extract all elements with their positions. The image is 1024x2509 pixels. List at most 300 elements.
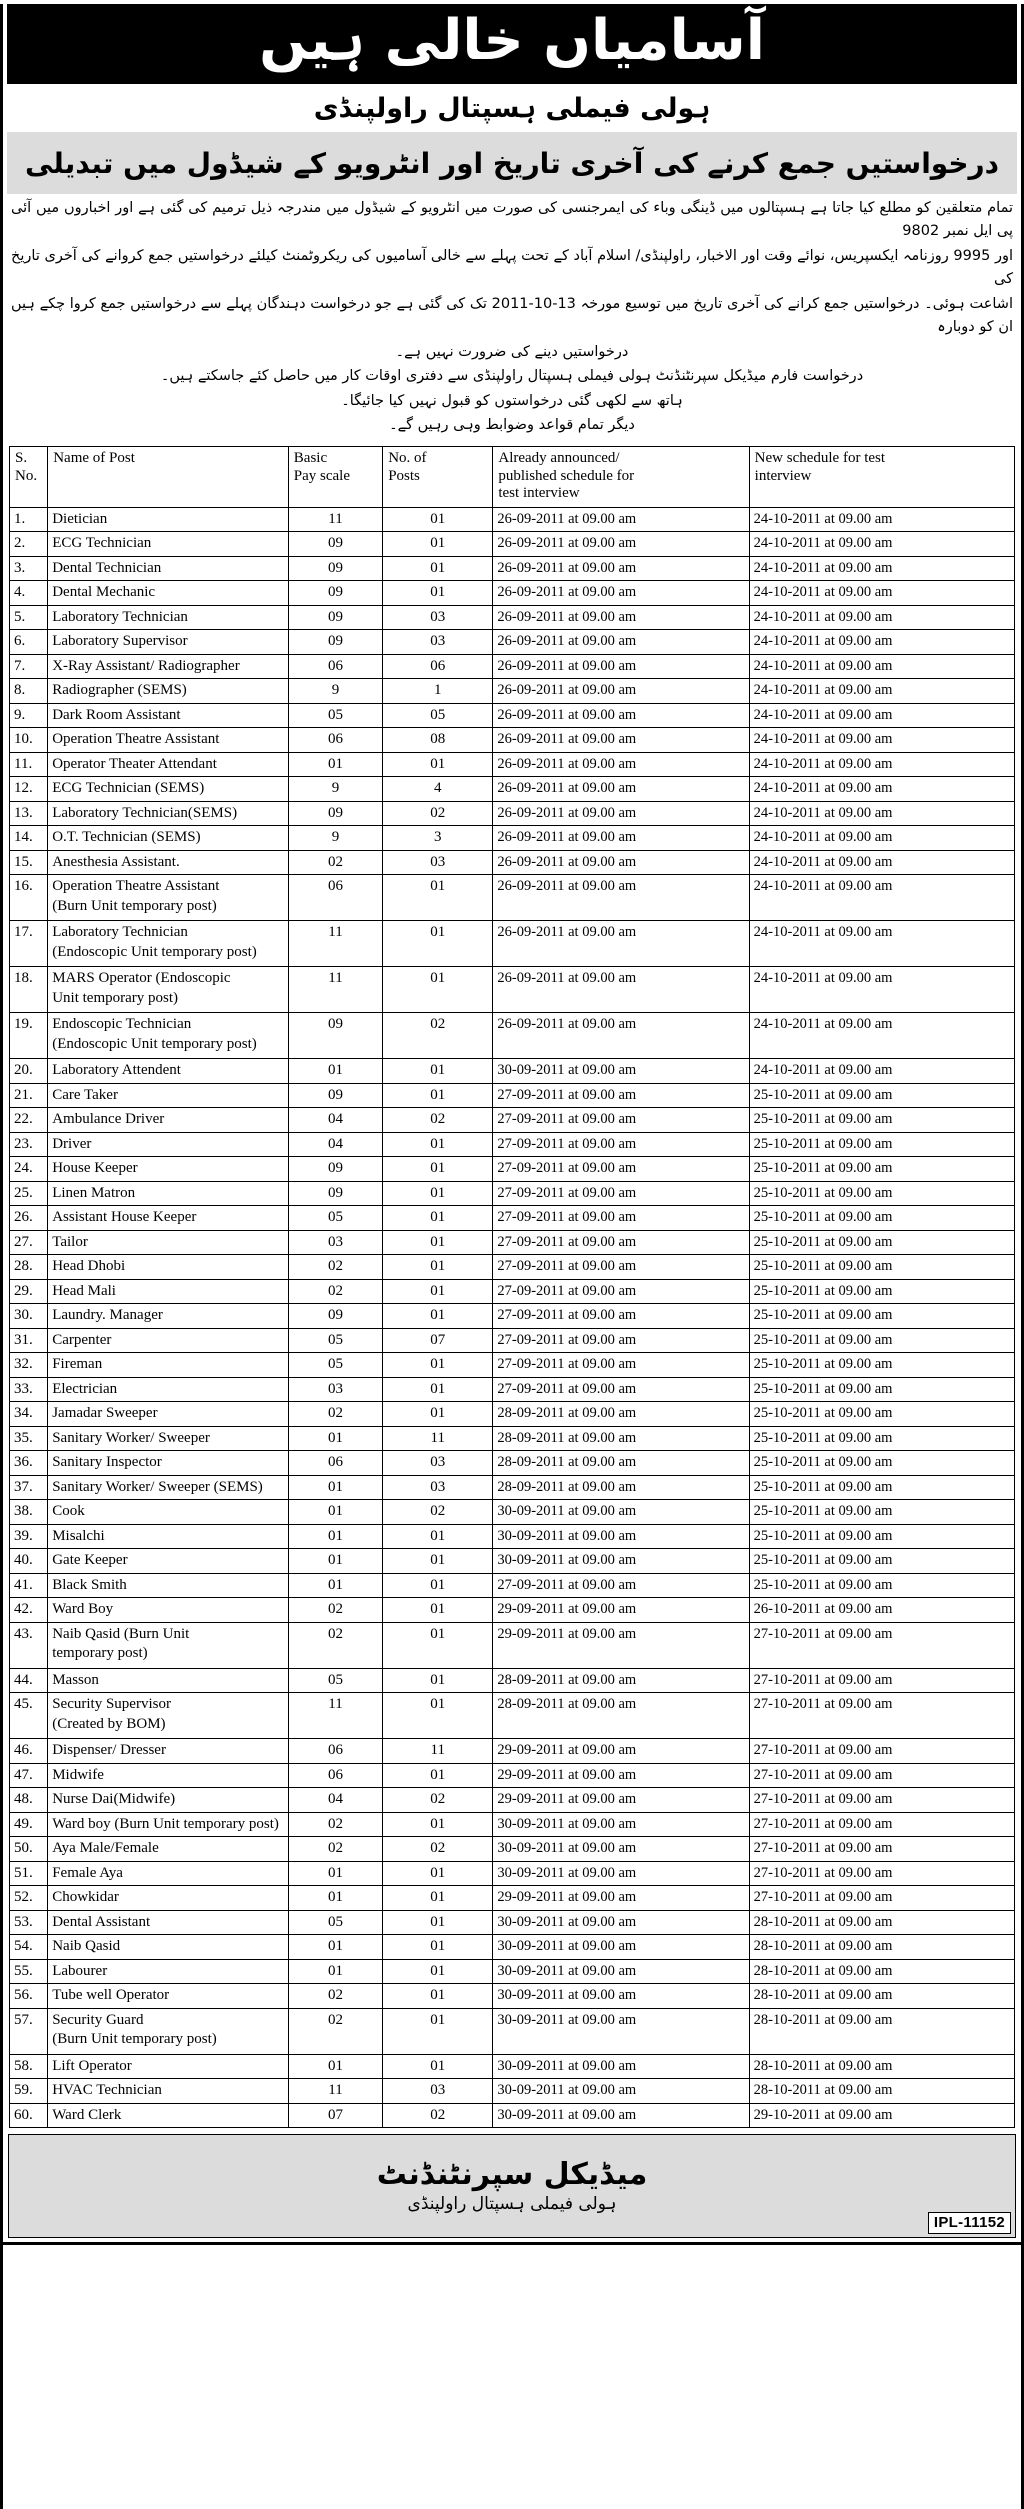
cell-serial-number: 43. [10,1622,48,1668]
table-row [10,1935,1015,1960]
cell-post-name [48,630,289,655]
cell-serial-number: 55. [10,1959,48,1984]
notice-paragraph-1: تمام متعلقین کو مطلع کیا جاتا ہے ہسپتالوں میں ڈینگی وباء کی ایمرجنسی کی صورت میں انٹرویو کے شیڈول میں مندرجہ ذیل ترمیم کی گئی ہے اور اخباروں میں آئی پی ایل نمبر 9802 [11,200,1013,240]
main-title-band [7,4,1017,84]
cell-new-schedule: 25-10-2011 at 09.00 am [749,1475,1014,1500]
post-name-line-2: temporary post) [52,1645,148,1662]
cell-basic-pay-scale: 02 [288,1255,382,1280]
cell-serial-number: 25. [10,1181,48,1206]
cell-post-name [48,1959,289,1984]
cell-old-schedule: 26-09-2011 at 09.00 am [493,532,749,557]
table-row [10,703,1015,728]
post-name-line-1: Misalchi [52,1527,105,1544]
cell-old-schedule: 30-09-2011 at 09.00 am [493,1812,749,1837]
cell-basic-pay-scale: 09 [288,630,382,655]
cell-old-schedule: 26-09-2011 at 09.00 am [493,752,749,777]
table-row [10,777,1015,802]
cell-new-schedule: 28-10-2011 at 09.00 am [749,2008,1014,2054]
cell-post-name [48,1353,289,1378]
cell-serial-number: 54. [10,1935,48,1960]
table-row [10,1524,1015,1549]
cell-serial-number: 14. [10,826,48,851]
table-row [10,967,1015,1013]
post-name-line-1: Care Taker [52,1086,118,1103]
cell-serial-number: 7. [10,654,48,679]
cell-new-schedule: 25-10-2011 at 09.00 am [749,1255,1014,1280]
cell-basic-pay-scale: 05 [288,1328,382,1353]
cell-new-schedule: 24-10-2011 at 09.00 am [749,679,1014,704]
cell-serial-number: 37. [10,1475,48,1500]
cell-basic-pay-scale: 06 [288,728,382,753]
cell-number-of-posts: 01 [383,1984,493,2009]
cell-basic-pay-scale: 09 [288,1304,382,1329]
cell-basic-pay-scale: 11 [288,507,382,532]
cell-number-of-posts: 02 [383,1108,493,1133]
cell-post-name [48,1763,289,1788]
table-row [10,532,1015,557]
cell-old-schedule: 28-09-2011 at 09.00 am [493,1451,749,1476]
table-row [10,1451,1015,1476]
cell-serial-number: 46. [10,1739,48,1764]
cell-number-of-posts: 01 [383,1230,493,1255]
cell-new-schedule: 25-10-2011 at 09.00 am [749,1549,1014,1574]
header-line-1: No. of [388,449,427,466]
cell-number-of-posts: 01 [383,581,493,606]
post-name-line-1: Naib Qasid [52,1938,121,1955]
cell-basic-pay-scale: 01 [288,1475,382,1500]
table-row [10,850,1015,875]
post-name-line-1: HVAC Technician [52,2082,162,2099]
table-row [10,1304,1015,1329]
cell-post-name [48,1377,289,1402]
cell-post-name [48,1598,289,1623]
post-name-line-1: Midwife [52,1766,104,1783]
table-row [10,1788,1015,1813]
cell-basic-pay-scale: 09 [288,1157,382,1182]
post-name-line-1: Endoscopic Technician [52,1016,192,1033]
table-row [10,1377,1015,1402]
cell-basic-pay-scale: 05 [288,1206,382,1231]
cell-old-schedule: 26-09-2011 at 09.00 am [493,654,749,679]
cell-post-name [48,1910,289,1935]
cell-number-of-posts: 05 [383,703,493,728]
cell-new-schedule: 27-10-2011 at 09.00 am [749,1763,1014,1788]
cell-old-schedule: 29-09-2011 at 09.00 am [493,1598,749,1623]
cell-old-schedule: 27-09-2011 at 09.00 am [493,1108,749,1133]
cell-new-schedule: 25-10-2011 at 09.00 am [749,1304,1014,1329]
cell-post-name [48,1451,289,1476]
cell-serial-number: 21. [10,1083,48,1108]
post-name-line-1: Dark Room Assistant [52,706,181,723]
post-name-line-1: Sanitary Inspector [52,1454,162,1471]
cell-basic-pay-scale: 09 [288,532,382,557]
cell-new-schedule: 25-10-2011 at 09.00 am [749,1328,1014,1353]
cell-post-name [48,1549,289,1574]
cell-post-name [48,777,289,802]
cell-new-schedule: 27-10-2011 at 09.00 am [749,1861,1014,1886]
post-name-line-1: Dispenser/ Dresser [52,1742,166,1759]
cell-number-of-posts: 01 [383,1402,493,1427]
post-name-line-1: Radiographer (SEMS) [52,682,187,699]
cell-number-of-posts: 01 [383,2054,493,2079]
cell-number-of-posts: 02 [383,801,493,826]
cell-old-schedule: 30-09-2011 at 09.00 am [493,1861,749,1886]
post-name-line-1: Dental Mechanic [52,584,156,601]
cell-new-schedule: 24-10-2011 at 09.00 am [749,556,1014,581]
cell-new-schedule: 24-10-2011 at 09.00 am [749,826,1014,851]
header-line-2: published schedule for [498,467,635,484]
cell-old-schedule: 26-09-2011 at 09.00 am [493,556,749,581]
cell-old-schedule: 26-09-2011 at 09.00 am [493,875,749,921]
post-name-line-1: Masson [52,1671,99,1688]
cell-new-schedule: 24-10-2011 at 09.00 am [749,507,1014,532]
cell-post-name [48,1426,289,1451]
table-row [10,1402,1015,1427]
cell-number-of-posts: 3 [383,826,493,851]
post-name-line-1: Linen Matron [52,1184,136,1201]
post-name-line-1: Laboratory Supervisor [52,633,188,650]
post-name-line-1: Electrician [52,1380,118,1397]
cell-new-schedule: 25-10-2011 at 09.00 am [749,1181,1014,1206]
header-line-3: test interview [498,485,580,502]
cell-old-schedule: 28-09-2011 at 09.00 am [493,1668,749,1693]
notice-paragraph-6: ہاتھ سے لکھی گئی درخواستوں کو قبول نہیں کیا جائیگا۔ [341,392,683,409]
cell-old-schedule: 29-09-2011 at 09.00 am [493,1763,749,1788]
post-name-line-1: Ambulance Driver [52,1111,165,1128]
posts-table-container [9,446,1015,2129]
cell-serial-number: 24. [10,1157,48,1182]
cell-old-schedule: 27-09-2011 at 09.00 am [493,1304,749,1329]
cell-new-schedule: 24-10-2011 at 09.00 am [749,728,1014,753]
post-name-line-1: Labourer [52,1962,108,1979]
cell-post-name [48,679,289,704]
notice-paragraph-3: اشاعت ہوئی۔ درخواستیں جمع کرانے کی آخری تاریخ میں توسیع مورخہ 13-10-2011 تک کی گئی ہے جو درخواست دہندگان پہلے سے درخواستیں جمع کروا چکے ہیں ان کو دوبارہ [11,295,1013,336]
cell-old-schedule: 30-09-2011 at 09.00 am [493,1837,749,1862]
cell-basic-pay-scale: 11 [288,2079,382,2104]
table-row [10,1861,1015,1886]
table-row [10,1668,1015,1693]
cell-number-of-posts: 01 [383,556,493,581]
cell-serial-number: 42. [10,1598,48,1623]
cell-old-schedule: 27-09-2011 at 09.00 am [493,1255,749,1280]
post-name-line-1: Assistant House Keeper [52,1209,197,1226]
cell-basic-pay-scale: 03 [288,1230,382,1255]
cell-serial-number: 23. [10,1132,48,1157]
cell-number-of-posts: 01 [383,1059,493,1084]
cell-old-schedule: 27-09-2011 at 09.00 am [493,1230,749,1255]
cell-number-of-posts: 01 [383,967,493,1013]
cell-post-name [48,826,289,851]
cell-basic-pay-scale: 02 [288,1984,382,2009]
cell-new-schedule: 25-10-2011 at 09.00 am [749,1230,1014,1255]
table-row [10,1328,1015,1353]
post-name-line-1: Lift Operator [52,2057,132,2074]
cell-old-schedule: 29-09-2011 at 09.00 am [493,1622,749,1668]
cell-basic-pay-scale: 04 [288,1132,382,1157]
cell-number-of-posts: 03 [383,2079,493,2104]
cell-serial-number: 22. [10,1108,48,1133]
cell-new-schedule: 27-10-2011 at 09.00 am [749,1622,1014,1668]
cell-post-name [48,1788,289,1813]
table-row [10,1549,1015,1574]
cell-post-name [48,1157,289,1182]
table-row [10,1573,1015,1598]
post-name-line-1: Jamadar Sweeper [52,1405,158,1422]
cell-post-name [48,703,289,728]
cell-basic-pay-scale: 05 [288,1910,382,1935]
table-row [10,1837,1015,1862]
cell-old-schedule: 26-09-2011 at 09.00 am [493,921,749,967]
cell-serial-number: 3. [10,556,48,581]
cell-basic-pay-scale: 04 [288,1788,382,1813]
cell-number-of-posts: 01 [383,1622,493,1668]
cell-new-schedule: 27-10-2011 at 09.00 am [749,1693,1014,1739]
cell-serial-number: 56. [10,1984,48,2009]
table-row [10,2054,1015,2079]
cell-old-schedule: 26-09-2011 at 09.00 am [493,967,749,1013]
cell-serial-number: 57. [10,2008,48,2054]
cell-number-of-posts: 01 [383,1910,493,1935]
cell-old-schedule: 27-09-2011 at 09.00 am [493,1377,749,1402]
cell-number-of-posts: 01 [383,1598,493,1623]
cell-basic-pay-scale: 06 [288,875,382,921]
cell-number-of-posts: 03 [383,630,493,655]
cell-old-schedule: 26-09-2011 at 09.00 am [493,826,749,851]
cell-old-schedule: 30-09-2011 at 09.00 am [493,1959,749,1984]
table-row [10,1886,1015,1911]
post-name-line-1: ECG Technician [52,535,152,552]
cell-old-schedule: 26-09-2011 at 09.00 am [493,679,749,704]
cell-new-schedule: 28-10-2011 at 09.00 am [749,1959,1014,1984]
cell-number-of-posts: 01 [383,1549,493,1574]
cell-post-name [48,2054,289,2079]
cell-number-of-posts: 01 [383,875,493,921]
cell-serial-number: 27. [10,1230,48,1255]
cell-basic-pay-scale: 01 [288,1524,382,1549]
cell-serial-number: 13. [10,801,48,826]
cell-basic-pay-scale: 06 [288,1739,382,1764]
cell-basic-pay-scale: 02 [288,1402,382,1427]
post-name-line-1: Sanitary Worker/ Sweeper (SEMS) [52,1478,263,1495]
header-line-1: S. [15,449,28,466]
cell-old-schedule: 30-09-2011 at 09.00 am [493,2054,749,2079]
cell-new-schedule: 25-10-2011 at 09.00 am [749,1206,1014,1231]
cell-post-name [48,1573,289,1598]
cell-number-of-posts: 01 [383,532,493,557]
table-row [10,1475,1015,1500]
cell-number-of-posts: 01 [383,1886,493,1911]
cell-number-of-posts: 03 [383,605,493,630]
cell-serial-number: 50. [10,1837,48,1862]
cell-new-schedule: 24-10-2011 at 09.00 am [749,850,1014,875]
cell-post-name [48,1693,289,1739]
cell-old-schedule: 26-09-2011 at 09.00 am [493,728,749,753]
cell-serial-number: 15. [10,850,48,875]
cell-basic-pay-scale: 9 [288,826,382,851]
cell-post-name [48,1475,289,1500]
table-row [10,728,1015,753]
cell-post-name [48,1837,289,1862]
cell-old-schedule: 26-09-2011 at 09.00 am [493,801,749,826]
post-name-line-1: Dietician [52,510,108,527]
post-name-line-1: MARS Operator (Endoscopic [52,970,231,987]
subtitle-band [7,132,1017,194]
cell-post-name [48,1500,289,1525]
cell-old-schedule: 30-09-2011 at 09.00 am [493,1549,749,1574]
cell-number-of-posts: 01 [383,507,493,532]
cell-post-name [48,556,289,581]
post-name-line-1: Operation Theatre Assistant [52,731,220,748]
cell-post-name [48,1083,289,1108]
cell-post-name [48,1304,289,1329]
cell-number-of-posts: 01 [383,1693,493,1739]
cell-number-of-posts: 01 [383,1935,493,1960]
cell-serial-number: 10. [10,728,48,753]
cell-number-of-posts: 01 [383,1304,493,1329]
table-row [10,1108,1015,1133]
cell-new-schedule: 24-10-2011 at 09.00 am [749,1059,1014,1084]
table-row [10,1255,1015,1280]
cell-post-name [48,728,289,753]
cell-old-schedule: 27-09-2011 at 09.00 am [493,1573,749,1598]
cell-post-name [48,1935,289,1960]
cell-number-of-posts: 01 [383,1353,493,1378]
cell-new-schedule: 24-10-2011 at 09.00 am [749,581,1014,606]
cell-basic-pay-scale: 01 [288,2054,382,2079]
table-row [10,1812,1015,1837]
cell-number-of-posts: 01 [383,1812,493,1837]
cell-number-of-posts: 01 [383,2008,493,2054]
cell-basic-pay-scale: 02 [288,1279,382,1304]
cell-serial-number: 11. [10,752,48,777]
cell-new-schedule: 25-10-2011 at 09.00 am [749,1157,1014,1182]
table-row [10,1353,1015,1378]
table-header-row [10,446,1015,507]
cell-post-name [48,654,289,679]
header-line-2: Pay scale [293,467,351,484]
cell-new-schedule: 27-10-2011 at 09.00 am [749,1837,1014,1862]
cell-serial-number: 1. [10,507,48,532]
notice-paragraph-5: درخواست فارم میڈیکل سپرنٹنڈنٹ ہولی فیملی ہسپتال راولپنڈی سے دفتری اوقات کار میں حاصل کئے جاسکتے ہیں۔ [160,368,864,385]
cell-basic-pay-scale: 04 [288,1108,382,1133]
cell-basic-pay-scale: 01 [288,1549,382,1574]
table-row [10,630,1015,655]
cell-serial-number: 5. [10,605,48,630]
header-line-1: Basic [293,449,328,466]
cell-new-schedule: 24-10-2011 at 09.00 am [749,801,1014,826]
post-name-line-1: Cook [52,1503,85,1520]
cell-old-schedule: 26-09-2011 at 09.00 am [493,581,749,606]
main-title-text: آسامیاں خالی ہیں [259,8,765,73]
cell-post-name [48,1984,289,2009]
cell-number-of-posts: 01 [383,1763,493,1788]
cell-basic-pay-scale: 11 [288,921,382,967]
cell-serial-number: 32. [10,1353,48,1378]
cell-post-name [48,967,289,1013]
column-header-serial-number [10,446,48,507]
cell-number-of-posts: 1 [383,679,493,704]
cell-serial-number: 30. [10,1304,48,1329]
post-name-line-2: Unit temporary post) [52,989,179,1006]
post-name-line-1: Head Dhobi [52,1258,126,1275]
cell-old-schedule: 27-09-2011 at 09.00 am [493,1083,749,1108]
table-row [10,1206,1015,1231]
table-row [10,875,1015,921]
cell-new-schedule: 25-10-2011 at 09.00 am [749,1500,1014,1525]
post-name-line-1: Laboratory Technician [52,924,188,941]
cell-old-schedule: 28-09-2011 at 09.00 am [493,1426,749,1451]
cell-serial-number: 12. [10,777,48,802]
cell-old-schedule: 27-09-2011 at 09.00 am [493,1353,749,1378]
cell-old-schedule: 29-09-2011 at 09.00 am [493,1788,749,1813]
cell-number-of-posts: 11 [383,1739,493,1764]
cell-basic-pay-scale: 05 [288,703,382,728]
table-row [10,1279,1015,1304]
cell-post-name [48,1279,289,1304]
post-name-line-1: Laboratory Attendent [52,1062,181,1079]
hospital-name-text: ہولی فیملی ہسپتال راولپنڈی [313,92,711,124]
post-name-line-1: Ward Boy [52,1601,114,1618]
table-row [10,605,1015,630]
cell-new-schedule: 25-10-2011 at 09.00 am [749,1451,1014,1476]
cell-basic-pay-scale: 09 [288,801,382,826]
cell-basic-pay-scale: 01 [288,1886,382,1911]
cell-number-of-posts: 02 [383,1500,493,1525]
cell-old-schedule: 30-09-2011 at 09.00 am [493,1935,749,1960]
cell-new-schedule: 24-10-2011 at 09.00 am [749,630,1014,655]
post-name-line-2: (Endoscopic Unit temporary post) [52,943,257,960]
cell-serial-number: 26. [10,1206,48,1231]
cell-post-name [48,1181,289,1206]
cell-serial-number: 51. [10,1861,48,1886]
cell-basic-pay-scale: 06 [288,654,382,679]
cell-old-schedule: 30-09-2011 at 09.00 am [493,1910,749,1935]
post-name-line-1: Tube well Operator [52,1987,170,2004]
cell-new-schedule: 24-10-2011 at 09.00 am [749,875,1014,921]
cell-new-schedule: 24-10-2011 at 09.00 am [749,703,1014,728]
cell-new-schedule: 25-10-2011 at 09.00 am [749,1426,1014,1451]
cell-old-schedule: 30-09-2011 at 09.00 am [493,2103,749,2128]
cell-serial-number: 29. [10,1279,48,1304]
column-header-old-schedule [493,446,749,507]
notice-paragraph-2: اور 9995 روزنامہ ایکسپریس، نوائے وقت اور الاخبار، راولپنڈی/ اسلام آباد کے تحت پہلے سے خالی آسامیوں کی ریکروٹمنٹ کیلئے درخواستیں جمع کروانے کی آخری تاریخ کی [11,247,1013,288]
table-row [10,1426,1015,1451]
header-line-1: New schedule for test [754,449,886,466]
cell-basic-pay-scale: 11 [288,967,382,1013]
cell-number-of-posts: 06 [383,654,493,679]
cell-number-of-posts: 01 [383,921,493,967]
cell-serial-number: 36. [10,1451,48,1476]
cell-old-schedule: 29-09-2011 at 09.00 am [493,1886,749,1911]
cell-number-of-posts: 02 [383,1013,493,1059]
table-row [10,1157,1015,1182]
cell-serial-number: 44. [10,1668,48,1693]
post-name-line-1: X-Ray Assistant/ Radiographer [52,657,240,674]
cell-basic-pay-scale: 09 [288,556,382,581]
cell-post-name [48,605,289,630]
cell-number-of-posts: 01 [383,1959,493,1984]
reference-code-badge: IPL-11152 [928,2212,1011,2234]
cell-basic-pay-scale: 02 [288,1622,382,1668]
post-name-line-1: Aya Male/Female [52,1840,159,1857]
cell-number-of-posts: 02 [383,1788,493,1813]
table-row [10,921,1015,967]
cell-post-name [48,1230,289,1255]
cell-old-schedule: 26-09-2011 at 09.00 am [493,850,749,875]
post-name-line-1: Security Guard [52,2011,144,2028]
column-header-new-schedule [749,446,1014,507]
cell-new-schedule: 28-10-2011 at 09.00 am [749,2079,1014,2104]
